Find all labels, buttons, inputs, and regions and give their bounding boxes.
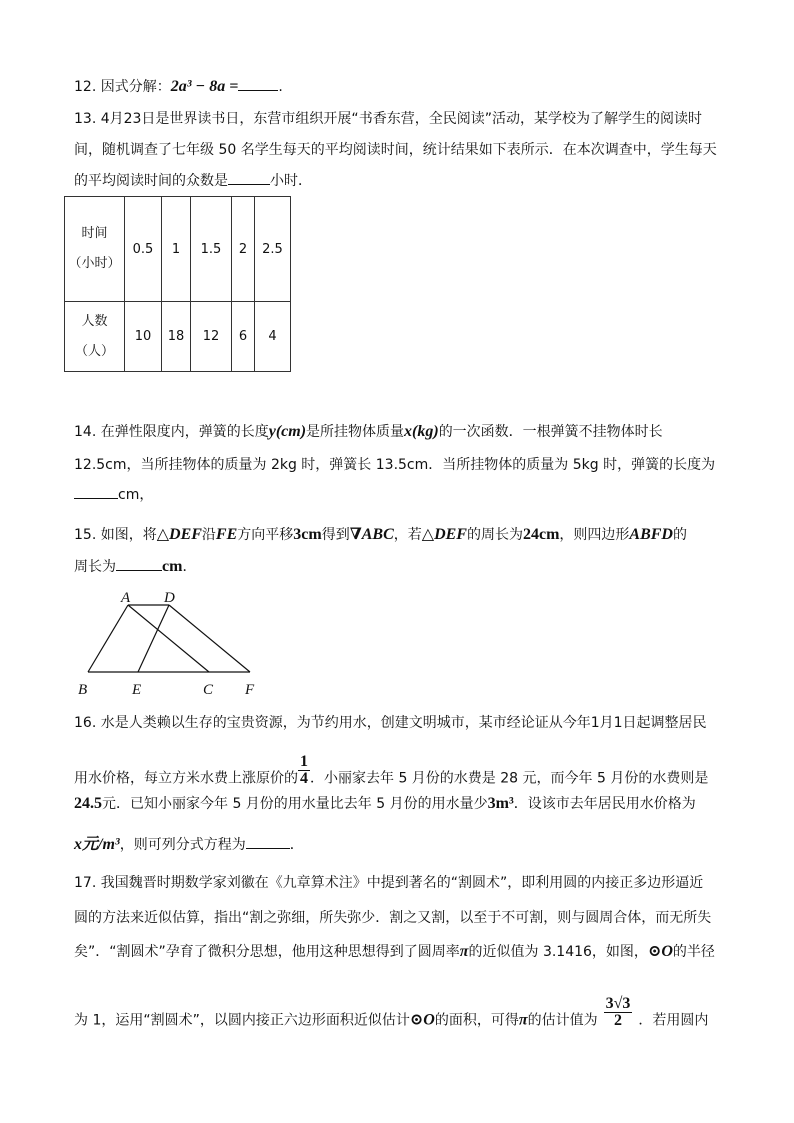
question-16-line-3	[74, 793, 696, 815]
variable-y: y(cm)	[268, 423, 307, 440]
question-14-line-2: 12.5cm，当所挂物体的质量为 2kg 时，弹簧长 13.5cm．当所挂物体的质量为 5kg 时，弹簧的长度为	[74, 457, 716, 473]
period: ．	[182, 559, 197, 575]
question-15-line-2	[74, 556, 196, 578]
segment-fe: FE	[215, 526, 238, 543]
question-13-line-1: 13. 4月23日是世界读书日，东营市组织开展“书香东营，全民阅读”活动，某学校为了解学生的阅读时	[74, 111, 702, 127]
answer-blank	[116, 556, 162, 571]
unit-cm: cm	[162, 558, 183, 575]
header-unit: （人）	[74, 343, 114, 359]
question-15-text: 方向平移	[237, 527, 294, 543]
point-label-d: D	[164, 590, 175, 606]
question-15-text: ，则四边形	[559, 527, 630, 543]
table-cell: 1.5	[191, 197, 232, 302]
question-12	[74, 76, 283, 98]
answer-blank	[246, 834, 290, 849]
question-17-text: 为 1，运用“割圆术”，以圆内接正六边形面积近似估计	[74, 1012, 410, 1029]
question-14-text: 的一次函数．一根弹簧不挂物体时长	[438, 424, 663, 440]
question-15-text: 得到	[321, 527, 350, 543]
distance-value: 3cm	[293, 526, 322, 543]
question-15-text: ，若	[393, 527, 422, 543]
question-14-text: 14. 在弹性限度内，弹簧的长度	[74, 424, 269, 440]
question-17-line-3	[74, 941, 715, 963]
question-13-line-3	[74, 170, 312, 192]
period: .	[278, 79, 283, 95]
reading-time-table	[64, 196, 291, 372]
segment-de	[138, 605, 169, 672]
answer-blank	[74, 484, 118, 499]
point-label-f: F	[245, 682, 255, 698]
table-cell: 0.5	[125, 197, 162, 302]
question-17-text: 的近似值为 3.1416，如图，	[468, 944, 648, 960]
price-variable: x元/m³	[74, 836, 120, 853]
point-label-a: A	[121, 590, 131, 606]
table-cell: 10	[125, 302, 162, 372]
period: ．	[289, 837, 304, 853]
question-13-text: 的平均阅读时间的众数是	[74, 173, 228, 189]
table-header-cell	[65, 197, 125, 302]
question-17-text: ．若用圆内	[638, 1012, 709, 1029]
question-16-text: ，则可列分式方程为	[119, 837, 246, 853]
table-cell: 12	[191, 302, 232, 372]
question-12-expression: 2a³ − 8a =	[170, 78, 239, 95]
question-12-text: 12. 因式分解：	[74, 79, 171, 95]
point-label-b: B	[78, 682, 88, 698]
table-row	[65, 302, 291, 372]
point-label-c: C	[203, 682, 214, 698]
question-17-text: 的估计值为	[527, 1012, 598, 1029]
question-15-text: 的周长为	[466, 527, 523, 543]
variable-x: x(kg)	[404, 423, 439, 440]
question-16-line-2	[74, 753, 709, 795]
circle-o: ⊙O	[647, 943, 673, 960]
question-16-line-1: 16. 水是人类赖以生存的宝贵资源，为节约用水，创建文明城市，某市经论证从今年1月1日起调整居民	[74, 715, 707, 731]
fraction-denominator: 4	[300, 770, 308, 787]
volume-value: 3m³	[487, 795, 514, 812]
question-16-text: ．设该市去年居民用水价格为	[513, 796, 696, 812]
quadrilateral-abfd: ABFD	[629, 526, 673, 543]
fraction-numerator: 1	[300, 753, 308, 770]
question-14-line-1	[74, 421, 663, 443]
question-16-text: 元．已知小丽家今年 5 月份的用水量比去年 5 月份的用水量少	[102, 796, 488, 812]
fraction-numerator: 3√3	[605, 995, 631, 1012]
question-17-text: 矣”．“割圆术”孕育了微积分思想，他用这种思想得到了圆周率	[74, 944, 460, 960]
question-13-unit: 小时．	[270, 173, 312, 189]
question-17-line-2: 圆的方法来近似估算，指出“割之弥细，所失弥少．割之又割，以至于不可割，则与圆周合体，而无所失	[74, 910, 712, 926]
question-16-text: 用水价格，每立方米水费上涨原价的	[74, 770, 298, 787]
question-14-text: 是所挂物体质量	[306, 424, 405, 440]
segment-df	[169, 605, 250, 672]
triangle-abc: ∇ABC	[349, 526, 394, 543]
question-13-line-2: 间，随机调查了七年级 50 名学生每天的平均阅读时间，统计结果如下表所示．在本次调查中，学生每天	[74, 142, 717, 158]
question-15-text: 的	[672, 527, 687, 543]
segment-ac	[128, 605, 209, 672]
translation-figure	[72, 586, 272, 702]
table-row	[65, 197, 291, 302]
question-16-text: ．小丽家去年 5 月份的水费是 28 元，而今年 5 月份的水费则是	[310, 770, 709, 787]
fee-value: 24.5	[74, 795, 102, 812]
question-15-text: 15. 如图，将	[74, 527, 157, 543]
table-cell: 1	[162, 197, 191, 302]
answer-blank	[228, 170, 270, 185]
circle-o: ⊙O	[409, 1011, 435, 1029]
table-cell: 6	[232, 302, 255, 372]
question-17-text: 的半径	[672, 944, 715, 960]
table-cell: 18	[162, 302, 191, 372]
table-cell: 2	[232, 197, 255, 302]
question-17-text: 的面积，可得	[434, 1012, 519, 1029]
header-label: 时间	[81, 226, 108, 241]
fraction-denominator: 2	[613, 1012, 622, 1029]
table-cell: 2.5	[255, 197, 291, 302]
table-cell: 4	[255, 302, 291, 372]
triangle-def: △DEF	[156, 526, 202, 543]
pi-symbol: π	[459, 943, 469, 960]
question-15-text: 沿	[201, 527, 216, 543]
question-16-line-4	[74, 834, 304, 856]
point-label-e: E	[132, 682, 142, 698]
question-14-unit: cm，	[118, 487, 154, 503]
header-unit: （小时）	[68, 256, 121, 271]
segment-ab	[88, 605, 128, 672]
fraction-one-quarter	[298, 754, 310, 787]
pi-symbol: π	[518, 1011, 528, 1029]
triangle-def: △DEF	[421, 526, 467, 543]
perimeter-value: 24cm	[522, 526, 560, 543]
question-17-line-1: 17. 我国魏晋时期数学家刘徽在《九章算术注》中提到著名的“割圆术”，即利用圆的内接正多边形逼近	[74, 875, 704, 891]
question-17-line-4	[74, 995, 709, 1037]
question-14-line-3	[74, 484, 153, 506]
header-label: 人数	[81, 313, 108, 329]
answer-blank	[238, 76, 278, 91]
table-header-cell	[65, 302, 125, 372]
fraction-estimate	[604, 996, 633, 1029]
question-15-line-1	[74, 524, 687, 546]
question-15-text: 周长为	[74, 559, 116, 575]
